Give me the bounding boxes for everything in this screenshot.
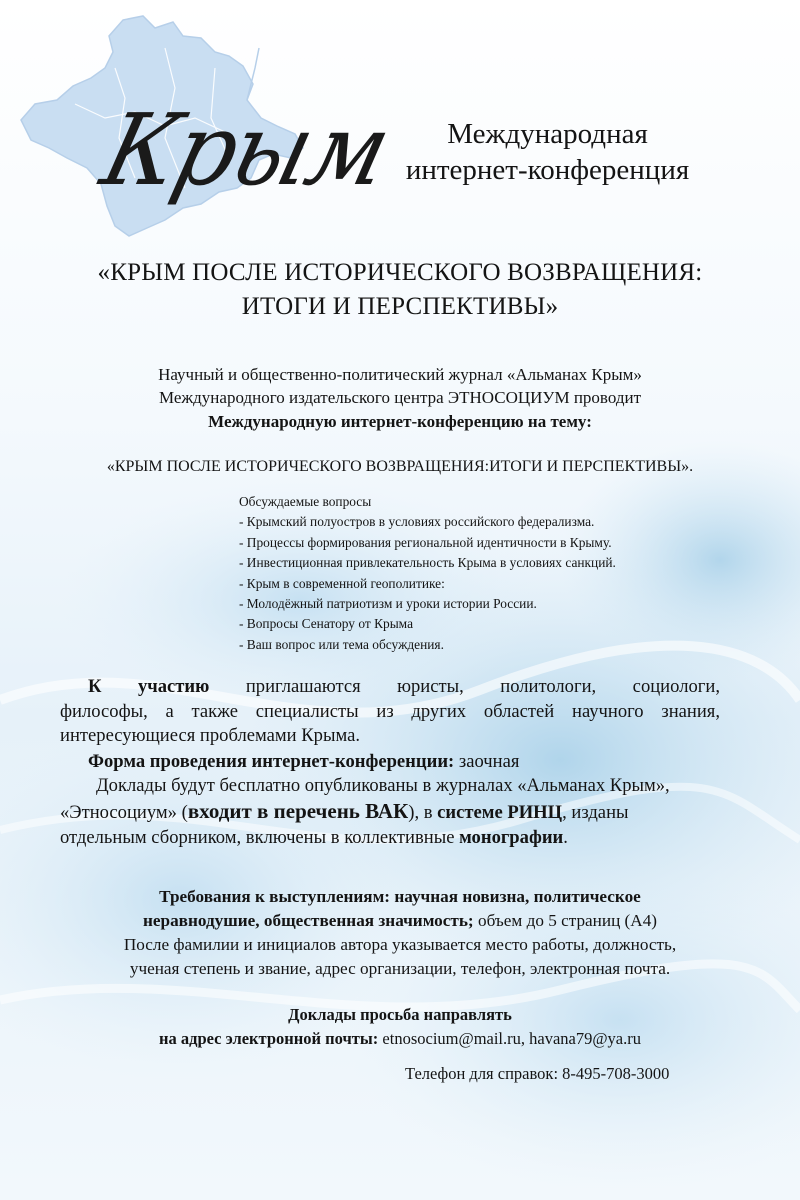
requirements-line-1: Требования к выступлениям: научная новизна, политическое [159, 887, 641, 906]
contacts-line-2: на адрес электронной почты: etnosocium@mail.ru, havana79@ya.ru [159, 1029, 641, 1048]
intro-line-3: Международную интернет-конференцию на тему: [208, 412, 592, 431]
monographs-highlight: монографии [459, 827, 564, 848]
issues-list [239, 492, 616, 655]
main-title-line-1: «КРЫМ ПОСЛЕ ИСТОРИЧЕСКОГО ВОЗВРАЩЕНИЯ: [97, 259, 703, 286]
format-line: Форма проведения интернет-конференции: заочная [88, 751, 520, 772]
issues-heading: Обсуждаемые вопросы [239, 494, 372, 509]
logo-wordmark: Крым [91, 93, 400, 209]
list-item: - Вопросы Сенатору от Крыма [239, 616, 414, 632]
list-item: - Процессы формирования региональной идентичности в Крыму. [239, 534, 612, 550]
requirements-line-4: ученая степень и звание, адрес организации, телефон, электронная почта. [129, 959, 671, 978]
publication-line-2: «Этносоциум» (входит в перечень ВАК), в системе РИНЦ, изданы [60, 799, 629, 823]
publication-line-1: Доклады будут бесплатно опубликованы в журналах «Альманах Крым», [96, 775, 670, 796]
list-item: - Крымский полуостров в условиях российского федерализма. [239, 514, 595, 530]
participation-line-1: К участию приглашаются юристы, политологи, социологи, [88, 676, 720, 697]
vak-highlight: входит в перечень ВАК [187, 799, 409, 823]
requirements-line-3: После фамилии и инициалов автора указывается место работы, должность, [123, 935, 677, 954]
list-item: - Ваш вопрос или тема обсуждения. [239, 636, 444, 652]
rinc-highlight: системе РИНЦ [437, 802, 563, 823]
participation-line-2: философы, а также специалисты из других областей научного знания, [60, 701, 720, 722]
publication-line-3: отдельным сборником, включены в коллективные монографии. [60, 827, 568, 848]
phone-line: Телефон для справок: 8-495-708-3000 [405, 1064, 670, 1083]
requirements-line-2: неравнодушие, общественная значимость; объем до 5 страниц (А4) [142, 911, 658, 930]
participation-lead: К участию [88, 676, 210, 697]
main-title-line-2: ИТОГИ И ПЕРСПЕКТИВЫ» [241, 293, 559, 320]
list-item: - Крым в современной геополитике: [239, 575, 445, 591]
contacts-line-1: Доклады просьба направлять [288, 1005, 512, 1024]
conference-topic: «КРЫМ ПОСЛЕ ИСТОРИЧЕСКОГО ВОЗВРАЩЕНИЯ:ИТОГИ И ПЕРСПЕКТИВЫ». [106, 458, 694, 475]
intro-line-1: Научный и общественно-политический журнал «Альманах Крым» [158, 365, 642, 384]
contact-emails: etnosocium@mail.ru, havana79@ya.ru [378, 1029, 641, 1048]
list-item: - Молодёжный патриотизм и уроки истории России. [239, 596, 537, 612]
header-line-2: интернет-конференция [405, 154, 690, 186]
header-line-1: Международная [447, 118, 648, 150]
participation-line-3: интересующиеся проблемами Крыма. [60, 725, 360, 746]
list-item: - Инвестиционная привлекательность Крыма в условиях санкций. [239, 555, 616, 571]
intro-line-2: Международного издательского центра ЭТНОСОЦИУМ проводит [158, 388, 642, 407]
